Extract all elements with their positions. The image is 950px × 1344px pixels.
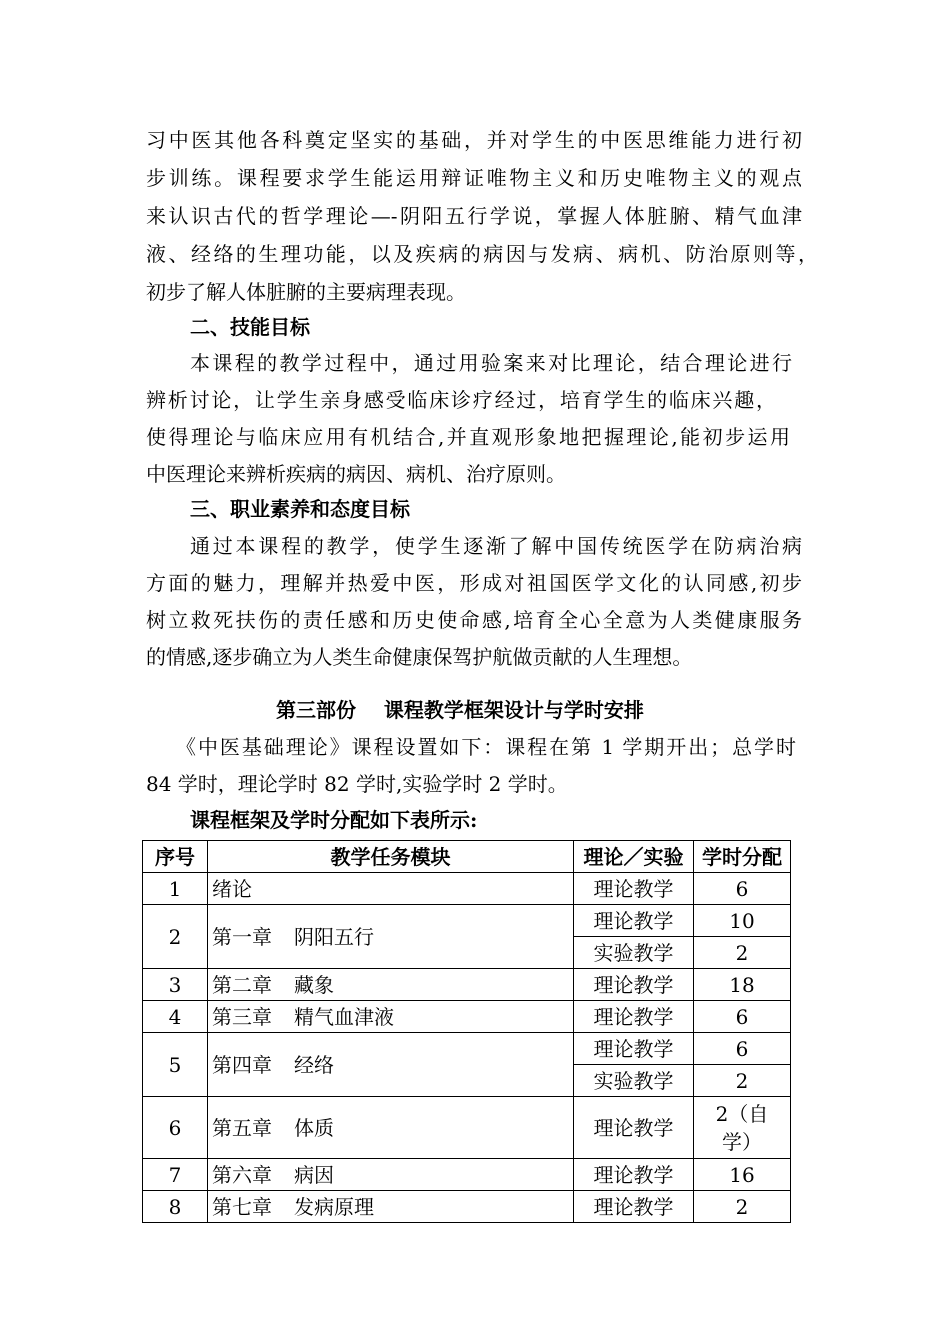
- module-name: 经络: [294, 1052, 334, 1077]
- paragraph-line: 辨析讨论，让学生亲身感受临床诊疗经过，培育学生的临床兴趣，: [146, 388, 776, 412]
- row-hours: 2: [694, 937, 791, 969]
- chapter-label: 第七章: [212, 1194, 272, 1219]
- row-number: 5: [143, 1033, 208, 1097]
- part-title: 第三部份 课程教学框架设计与学时安排: [276, 698, 644, 722]
- table-row: [143, 905, 791, 937]
- hours-line: 2（自: [715, 1101, 769, 1126]
- module-name: 阴阳五行: [294, 924, 374, 949]
- chapter-label: 第五章: [212, 1115, 272, 1140]
- chapter-label: 第四章: [212, 1052, 272, 1077]
- paragraph-line: 中医理论来辨析疾病的病因、病机、治疗原则。: [146, 462, 566, 486]
- row-hours: 18: [694, 969, 791, 1001]
- row-type: 理论教学: [574, 1159, 694, 1191]
- row-number: 7: [143, 1159, 208, 1191]
- paragraph-line: 初步了解人体脏腑的主要病理表现。: [146, 280, 466, 304]
- row-type: 实验教学: [574, 937, 694, 969]
- paragraph-line: 树立救死扶伤的责任感和历史使命感,培育全心全意为人类健康服务: [146, 608, 802, 632]
- chapter-label: 第六章: [212, 1162, 272, 1187]
- row-type: 理论教学: [574, 1033, 694, 1065]
- table-row: [143, 1033, 791, 1065]
- table-row: [143, 873, 791, 905]
- table-row: [143, 1001, 791, 1033]
- chapter-label: 第三章: [212, 1004, 272, 1029]
- row-hours: 10: [694, 905, 791, 937]
- row-number: 8: [143, 1191, 208, 1223]
- paragraph-line: 《中医基础理论》课程设置如下：课程在第 1 学期开出；总学时: [176, 735, 796, 759]
- hours-line: 学）: [722, 1129, 762, 1154]
- row-module: [208, 1097, 574, 1159]
- paragraph-line: 液、经络的生理功能，以及疾病的病因与发病、病机、防治原则等，: [146, 242, 818, 266]
- section-heading-attitude: 三、职业素养和态度目标: [190, 497, 410, 521]
- module-name: 精气血津液: [294, 1004, 394, 1029]
- paragraph-line: 方面的魅力，理解并热爱中医，形成对祖国医学文化的认同感,初步: [146, 571, 802, 595]
- chapter-label: 第一章: [212, 924, 272, 949]
- row-hours: 6: [694, 1033, 791, 1065]
- row-module: [208, 969, 574, 1001]
- paragraph-line: 来认识古代的哲学理论—-阴阳五行学说，掌握人体脏腑、精气血津: [146, 204, 802, 228]
- chapter-label: 第二章: [212, 972, 272, 997]
- row-hours: 6: [694, 1001, 791, 1033]
- module-name: 体质: [294, 1115, 334, 1140]
- module-name: 发病原理: [294, 1194, 374, 1219]
- paragraph-line: 步训练。课程要求学生能运用辩证唯物主义和历史唯物主义的观点: [146, 166, 802, 190]
- module-name: 藏象: [294, 972, 334, 997]
- module-name: 绪论: [212, 876, 252, 901]
- row-type: 实验教学: [574, 1065, 694, 1097]
- header-type: 理论／实验: [574, 841, 694, 873]
- table-row: [143, 1191, 791, 1223]
- row-type: 理论教学: [574, 905, 694, 937]
- row-module: [208, 1033, 574, 1097]
- paragraph-line: 本课程的教学过程中，通过用验案来对比理论，结合理论进行: [190, 351, 792, 375]
- row-type: 理论教学: [574, 969, 694, 1001]
- module-name: 病因: [294, 1162, 334, 1187]
- row-type: 理论教学: [574, 873, 694, 905]
- table-header-row: [143, 841, 791, 873]
- row-module: [208, 905, 574, 969]
- row-number: 6: [143, 1097, 208, 1159]
- table-caption: 课程框架及学时分配如下表所示:: [190, 808, 478, 832]
- paragraph-line: 84 学时，理论学时 82 学时,实验学时 2 学时。: [146, 772, 568, 796]
- header-module: 教学任务模块: [208, 841, 574, 873]
- row-type: 理论教学: [574, 1001, 694, 1033]
- header-hours: 学时分配: [694, 841, 791, 873]
- table-row: [143, 1097, 791, 1159]
- paragraph-line: 习中医其他各科奠定坚实的基础，并对学生的中医思维能力进行初: [146, 128, 802, 152]
- row-hours: 2: [694, 1065, 791, 1097]
- row-number: 3: [143, 969, 208, 1001]
- row-number: 2: [143, 905, 208, 969]
- row-hours: 6: [694, 873, 791, 905]
- header-number: 序号: [143, 841, 208, 873]
- row-hours: 2: [694, 1191, 791, 1223]
- table-row: [143, 1159, 791, 1191]
- row-type: 理论教学: [574, 1097, 694, 1159]
- section-heading-skills: 二、技能目标: [190, 315, 310, 339]
- row-hours: 16: [694, 1159, 791, 1191]
- row-type: 理论教学: [574, 1191, 694, 1223]
- course-framework-table: [142, 840, 791, 1223]
- table-row: [143, 969, 791, 1001]
- row-module: [208, 1159, 574, 1191]
- row-number: 4: [143, 1001, 208, 1033]
- row-hours: [694, 1097, 791, 1159]
- paragraph-line: 通过本课程的教学，使学生逐渐了解中国传统医学在防病治病: [190, 534, 802, 558]
- paragraph-line: 的情感,逐步确立为人类生命健康保驾护航做贡献的人生理想。: [146, 645, 693, 669]
- paragraph-line: 使得理论与临床应用有机结合,并直观形象地把握理论,能初步运用: [146, 425, 790, 449]
- row-module: [208, 1191, 574, 1223]
- row-module: [208, 1001, 574, 1033]
- row-module: [208, 873, 574, 905]
- row-number: 1: [143, 873, 208, 905]
